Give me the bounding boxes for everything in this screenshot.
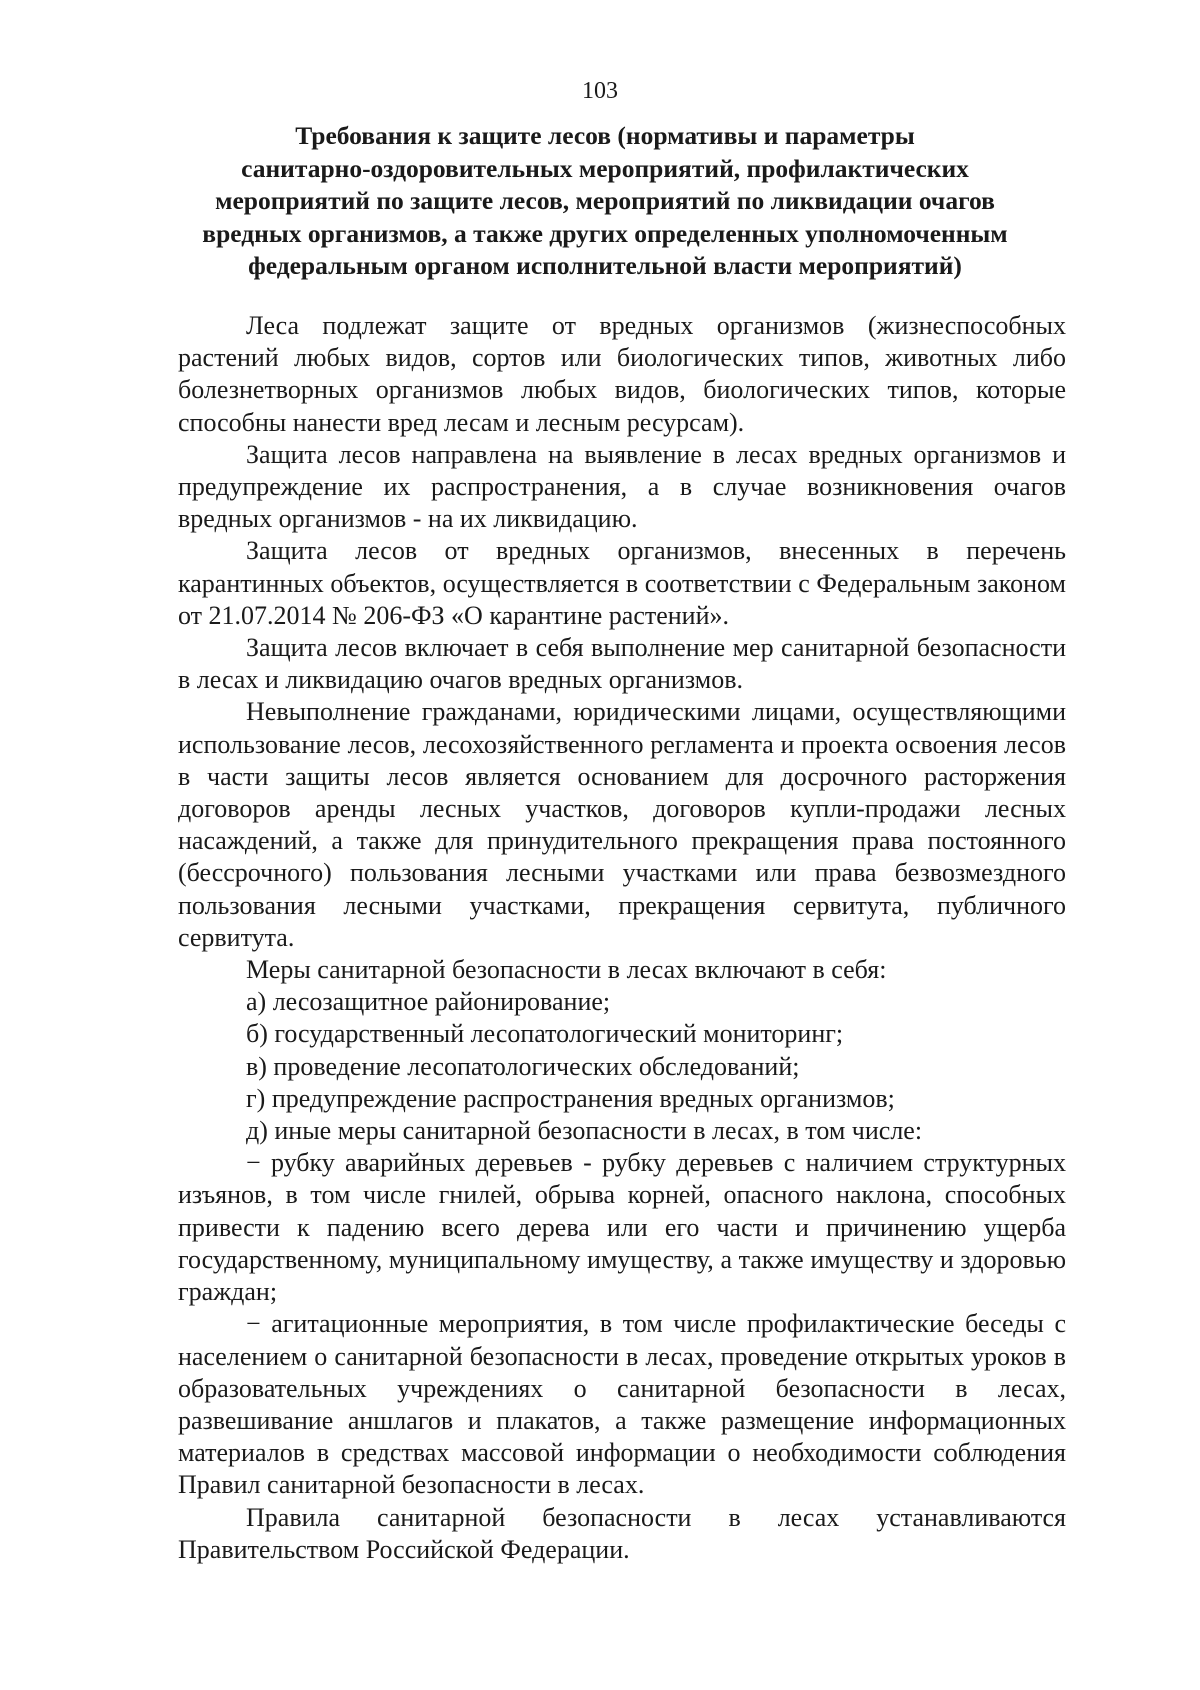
dash-item-awareness-events: − агитационные мероприятия, в том числе профилактические беседы с населением о санитарной безопасности в лесах, проведение открытых уроков в образовательных учреждениях о санитарной безопасности в лесах, развешивание аншлагов и плакатов, а также размещение информационных материалов в средствах массовой информации о необходимости соблюдения Правил санитарной безопасности в лесах. bbox=[178, 1309, 1066, 1500]
measure-item-g: г) предупреждение распространения вредных организмов; bbox=[246, 1083, 895, 1113]
title-line-4: вредных организмов, а также других определенных уполномоченным bbox=[202, 218, 1008, 248]
title-line-2: санитарно-оздоровительных мероприятий, профилактических bbox=[241, 153, 969, 183]
paragraph-measures-intro: Меры санитарной безопасности в лесах включают в себя: bbox=[246, 955, 887, 985]
dash-item-emergency-felling: − рубку аварийных деревьев - рубку деревьев с наличием структурных изъянов, в том числе гнилей, обрыва корней, опасного наклона, способных привести к падению всего дерева или его части и причинению ущерба государственному, муниципальному имуществу, а также имуществу и здоровью граждан; bbox=[178, 1148, 1066, 1307]
page-number: 103 bbox=[582, 78, 618, 104]
paragraph-rules-established: Правила санитарной безопасности в лесах устанавливаются Правительством Российской Федерации. bbox=[178, 1502, 1066, 1564]
paragraph-non-compliance: Невыполнение гражданами, юридическими лицами, осуществляющими использование лесов, лесохозяйственного регламента и проекта освоения лесов в части защиты лесов является основанием для досрочного расторжения договоров аренды лесных участков, договоров купли-продажи лесных насаждений, а также для принудительного прекращения права постоянного (бессрочного) пользования лесными участками или права безвозмездного пользования лесными участками, прекращения сервитута, публичного сервитута. bbox=[178, 697, 1066, 952]
paragraph-protection-scope: Защита лесов включает в себя выполнение мер санитарной безопасности в лесах и ликвидацию очагов вредных организмов. bbox=[178, 633, 1066, 695]
measure-item-v: в) проведение лесопатологических обследований; bbox=[246, 1051, 800, 1081]
title-line-5: федеральным органом исполнительной власти мероприятий) bbox=[248, 251, 962, 280]
paragraph-pests-definition: Леса подлежат защите от вредных организмов (жизнеспособных растений любых видов, сортов или биологических типов, животных либо болезнетворных организмов любых видов, биологических типов, которые способны нанести вред лесам и лесным ресурсам). bbox=[178, 311, 1066, 437]
measure-item-d: д) иные меры санитарной безопасности в лесах, в том числе: bbox=[246, 1116, 923, 1146]
measure-item-a: а) лесозащитное районирование; bbox=[246, 987, 611, 1017]
document-title bbox=[160, 120, 1050, 283]
measure-item-b: б) государственный лесопатологический мониторинг; bbox=[246, 1019, 844, 1049]
title-line-3: мероприятий по защите лесов, мероприятий по ликвидации очагов bbox=[215, 186, 995, 215]
document-body bbox=[178, 310, 1066, 1566]
paragraph-quarantine-law: Защита лесов от вредных организмов, внесенных в перечень карантинных объектов, осуществляется в соответствии с Федеральным законом от 21.07.2014 № 206-ФЗ «О карантине растений». bbox=[178, 536, 1066, 630]
title-line-1: Требования к защите лесов (нормативы и параметры bbox=[295, 121, 915, 150]
paragraph-protection-purpose: Защита лесов направлена на выявление в лесах вредных организмов и предупреждение их распространения, а в случае возникновения очагов вредных организмов - на их ликвидацию. bbox=[178, 439, 1066, 534]
